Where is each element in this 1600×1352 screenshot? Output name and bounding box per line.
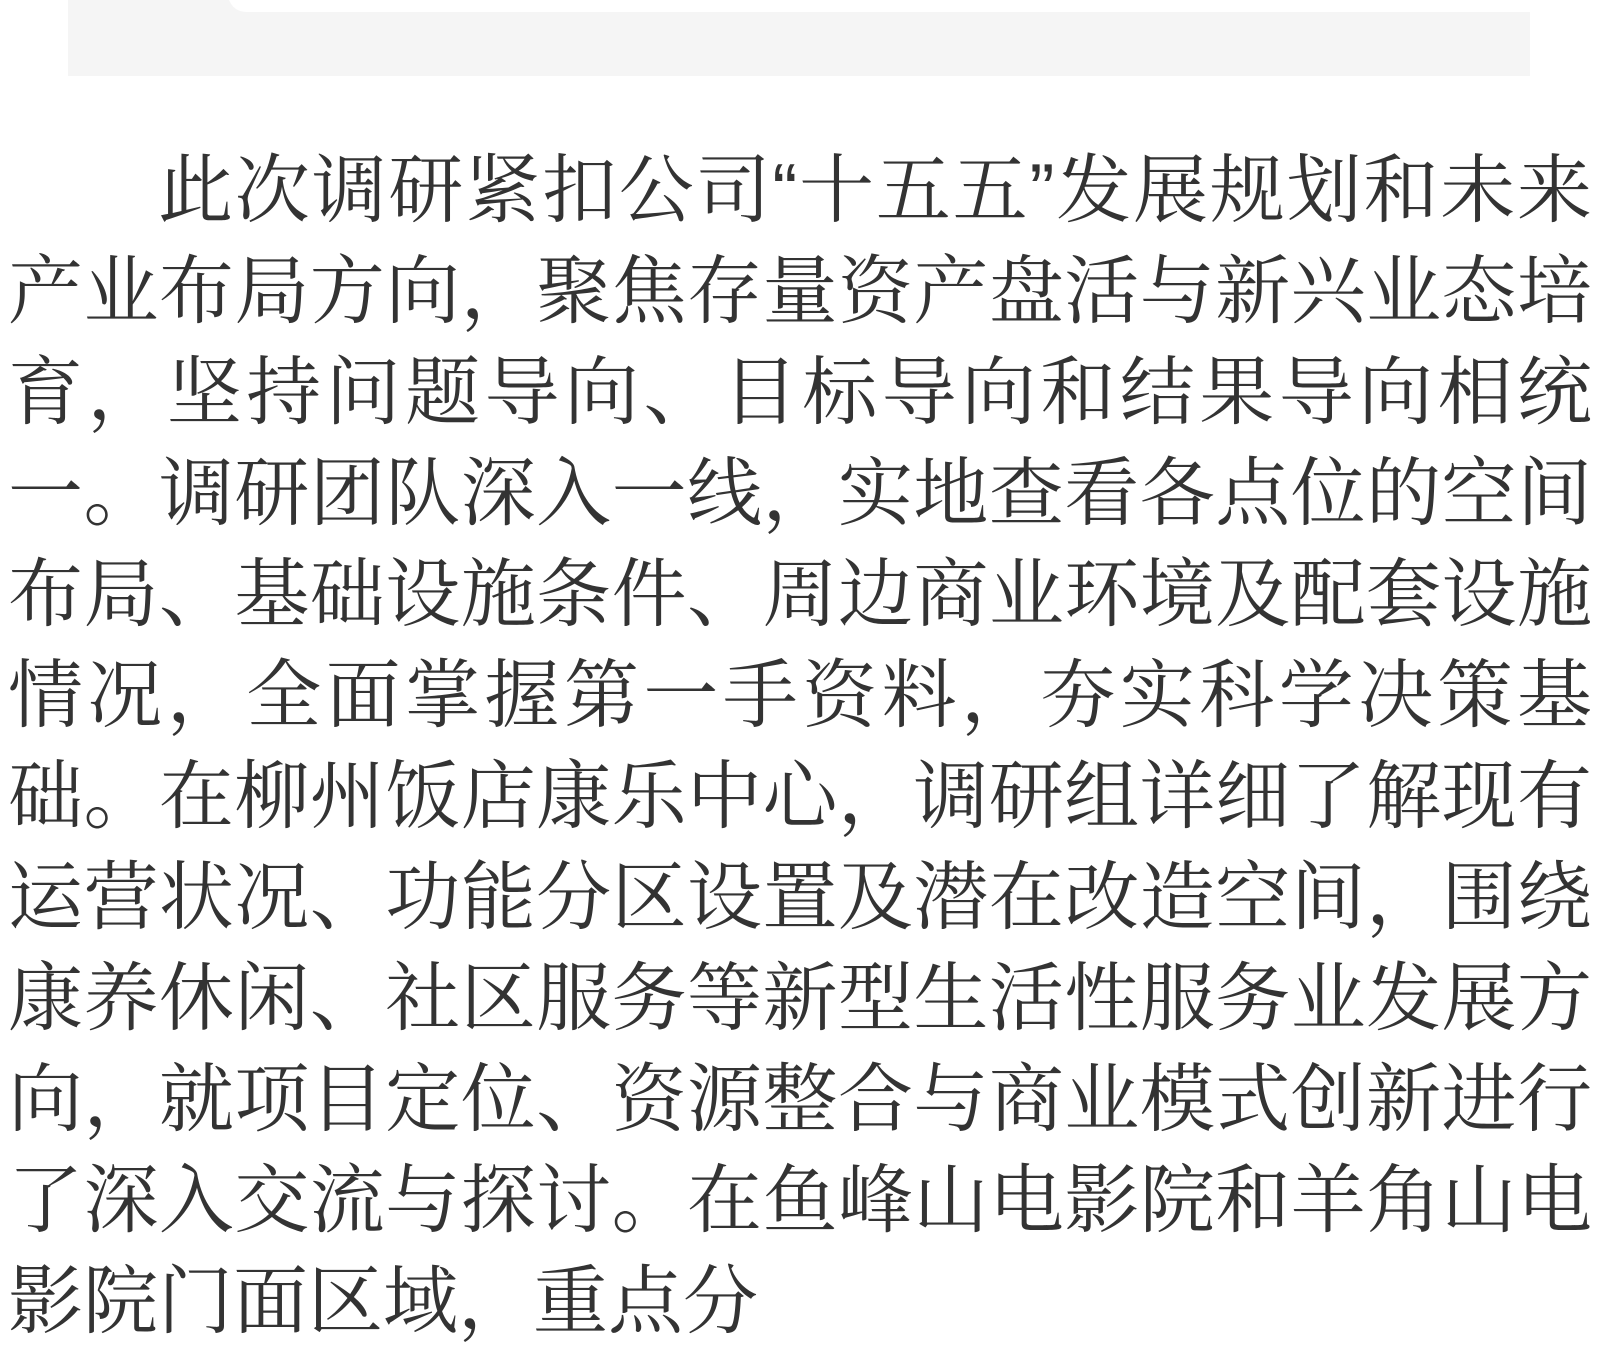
- header-background-band: [68, 0, 1530, 76]
- article-paragraph: 此次调研紧扣公司“十五五”发展规划和未来产业布局方向，聚焦存量资产盘活与新兴业态培育，坚持问题导向、目标导向和结果导向相统一。调研团队深入一线，实地查看各点位的空间布局、基础设施条件、周边商业环境及配套设施情况，全面掌握第一手资料，夯实科学决策基础。在柳州饭店康乐中心，调研组详细了解现有运营状况、功能分区设置及潜在改造空间，围绕康养休闲、社区服务等新型生活性服务业发展方向，就项目定位、资源整合与商业模式创新进行了深入交流与探讨。在鱼峰山电影院和羊角山电影院门面区域，重点分: [8, 148, 1592, 1343]
- header-card: [228, 0, 1548, 12]
- article-body: [0, 140, 1600, 1352]
